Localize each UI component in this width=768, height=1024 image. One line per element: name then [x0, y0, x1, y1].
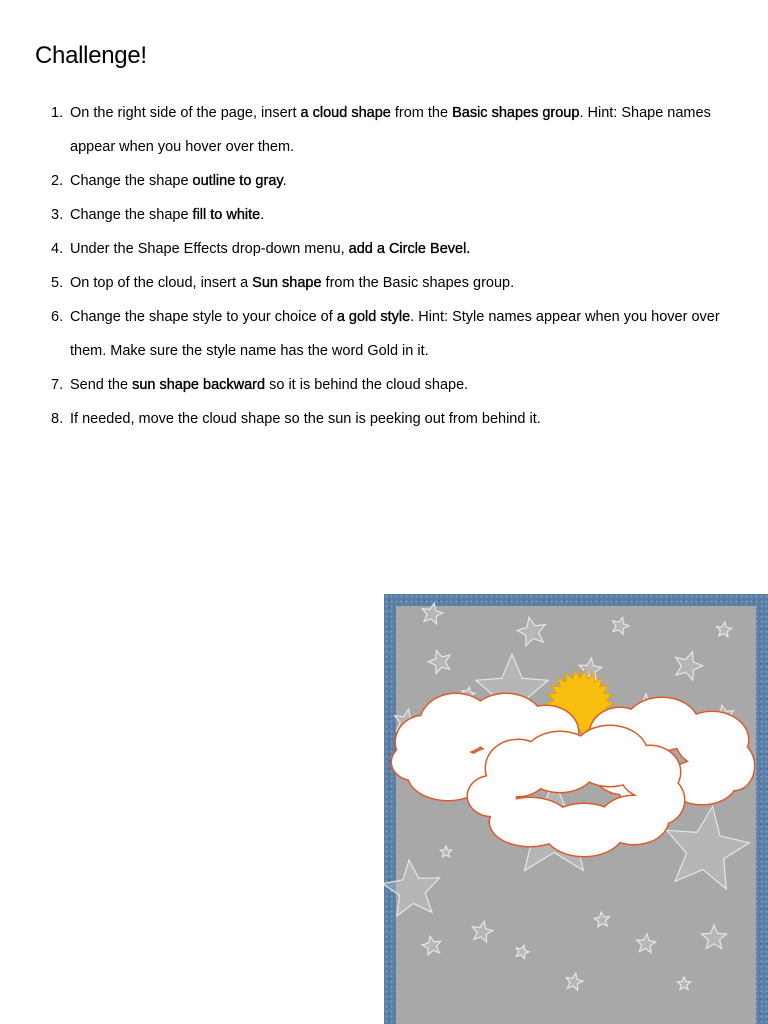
step-text: Under the Shape Effects drop-down menu, [70, 241, 349, 257]
step-1 [0, 96, 768, 164]
step-text: . Hint: Shape names appear when you hover over them. [70, 105, 711, 155]
step-number: 5. [51, 275, 64, 291]
step-keyword: sun shape backward [132, 377, 266, 393]
step-number: 2. [51, 173, 64, 189]
step-text: Change the shape [70, 207, 193, 223]
step-number: 8. [51, 411, 64, 427]
step-5 [0, 266, 768, 300]
step-keyword: outline to gray [192, 173, 283, 189]
step-text: Send the [70, 377, 133, 393]
instruction-list [0, 96, 768, 436]
page-title: Challenge! [35, 42, 147, 69]
step-number: 6. [51, 309, 64, 325]
step-4 [0, 232, 768, 266]
step-number: 1. [51, 105, 64, 121]
step-7 [0, 368, 768, 402]
step-keyword: a cloud shape [300, 105, 391, 121]
step-text: Change the shape [70, 173, 193, 189]
step-6 [0, 300, 768, 368]
step-text: On the right side of the page, insert [70, 105, 301, 121]
step-text: On top of the cloud, insert a [70, 275, 253, 291]
step-8 [0, 402, 768, 436]
step-3 [0, 198, 768, 232]
step-text: Change the shape style to your choice of [70, 309, 337, 325]
step-keyword: a gold style [336, 309, 411, 325]
step-text: . Hint: Style names appear when you hover over them. Make sure the style name has the word Gold in it. [70, 309, 720, 359]
example-illustration [384, 594, 768, 1024]
step-number: 7. [51, 377, 64, 393]
step-keyword: Basic shapes group [452, 105, 580, 121]
step-keyword: Sun shape [252, 275, 322, 291]
cloud-sun-artwork [384, 594, 768, 1024]
step-text: . [282, 173, 287, 189]
step-number: 4. [51, 241, 64, 257]
step-text: from the Basic shapes group. [321, 275, 515, 291]
step-number: 3. [51, 207, 64, 223]
step-2 [0, 164, 768, 198]
step-text: so it is behind the cloud shape. [265, 377, 469, 393]
step-keyword: fill to white [192, 207, 261, 223]
step-keyword: add a Circle Bevel. [348, 241, 471, 257]
step-text: . [260, 207, 265, 223]
step-text: from the [390, 105, 453, 121]
step-text: If needed, move the cloud shape so the sun is peeking out from behind it. [70, 411, 541, 427]
